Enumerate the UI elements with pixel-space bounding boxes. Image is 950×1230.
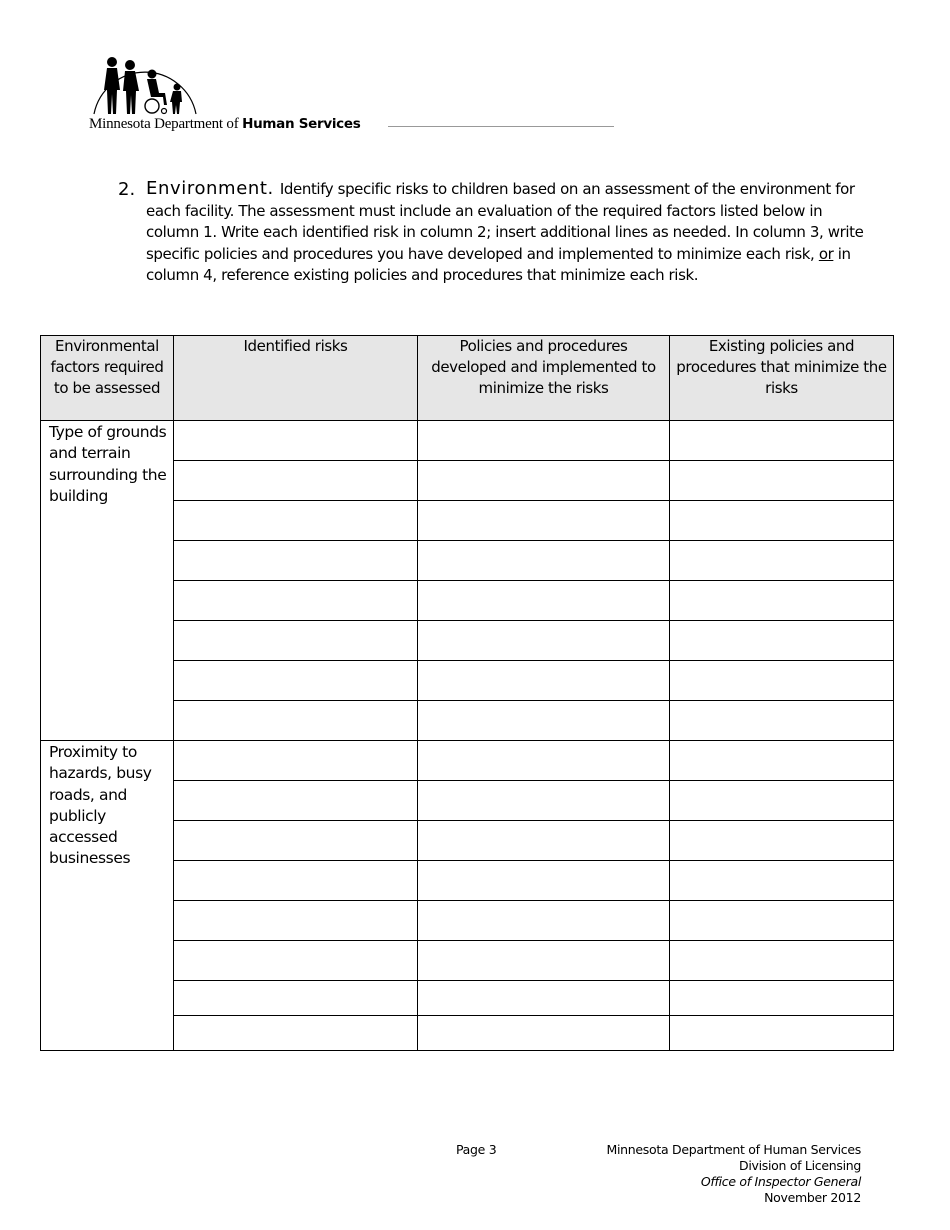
developed-policy-cell[interactable] — [418, 1016, 670, 1051]
table-header-row — [41, 336, 894, 421]
header-policies-developed: Policies and procedures developed and implemented to minimize the risks — [418, 336, 670, 421]
footer-org-line1: Minnesota Department of Human Services — [606, 1142, 861, 1157]
risk-cell[interactable] — [174, 581, 418, 621]
dhs-logo — [88, 52, 618, 138]
factor-grounds-terrain: Type of grounds and terrain surrounding the building — [41, 421, 174, 741]
developed-policy-cell[interactable] — [418, 901, 670, 941]
developed-policy-cell[interactable] — [418, 981, 670, 1016]
risk-cell[interactable] — [174, 661, 418, 701]
instructions-text-1: Identify specific risks to children based on an assessment of the environment for each facility. The assessment must include an evaluation of the required factors listed below in column 1. Write each identified risk in column 2; insert additional lines as needed. In column 3, write specific policies and procedures you have developed and implemented to minimize each risk, — [146, 180, 864, 263]
developed-policy-cell[interactable] — [418, 541, 670, 581]
environment-risk-table — [40, 335, 894, 1051]
developed-policy-cell[interactable] — [418, 861, 670, 901]
risk-cell[interactable] — [174, 901, 418, 941]
existing-policy-cell[interactable] — [670, 861, 894, 901]
existing-policy-cell[interactable] — [670, 621, 894, 661]
developed-policy-cell[interactable] — [418, 741, 670, 781]
risk-cell[interactable] — [174, 621, 418, 661]
footer-org-line2: Division of Licensing — [739, 1158, 861, 1173]
developed-policy-cell[interactable] — [418, 621, 670, 661]
risk-cell[interactable] — [174, 741, 418, 781]
risk-cell[interactable] — [174, 461, 418, 501]
header-rule — [388, 126, 614, 127]
footer-org-line3: Office of Inspector General — [700, 1174, 861, 1189]
existing-policy-cell[interactable] — [670, 661, 894, 701]
existing-policy-cell[interactable] — [670, 901, 894, 941]
risk-cell[interactable] — [174, 781, 418, 821]
section-heading: Environment. — [146, 178, 274, 199]
existing-policy-cell[interactable] — [670, 461, 894, 501]
existing-policy-cell[interactable] — [670, 421, 894, 461]
table-row — [41, 421, 894, 461]
developed-policy-cell[interactable] — [418, 421, 670, 461]
footer-organization — [607, 1142, 862, 1206]
existing-policy-cell[interactable] — [670, 821, 894, 861]
developed-policy-cell[interactable] — [418, 821, 670, 861]
header-identified-risks: Identified risks — [174, 336, 418, 421]
existing-policy-cell[interactable] — [670, 1016, 894, 1051]
risk-cell[interactable] — [174, 861, 418, 901]
risk-cell[interactable] — [174, 821, 418, 861]
family-silhouette-icon — [88, 52, 208, 116]
developed-policy-cell[interactable] — [418, 461, 670, 501]
instructions-text-2: in column 4, reference existing policies and procedures that minimize each risk. — [146, 244, 851, 284]
page-number: Page 3 — [456, 1142, 497, 1157]
risk-cell[interactable] — [174, 1016, 418, 1051]
existing-policy-cell[interactable] — [670, 781, 894, 821]
existing-policy-cell[interactable] — [670, 741, 894, 781]
section-number: 2. — [118, 179, 136, 200]
developed-policy-cell[interactable] — [418, 501, 670, 541]
header-environmental-factors: Environmental factors required to be assessed — [41, 336, 174, 421]
instructions-body — [146, 178, 878, 287]
existing-policy-cell[interactable] — [670, 581, 894, 621]
factor-proximity-hazards: Proximity to hazards, busy roads, and publicly accessed businesses — [41, 741, 174, 1051]
risk-cell[interactable] — [174, 981, 418, 1016]
developed-policy-cell[interactable] — [418, 581, 670, 621]
existing-policy-cell[interactable] — [670, 701, 894, 741]
logo-wordmark: Minnesota Department of Human Services — [89, 116, 361, 132]
footer-date: November 2012 — [764, 1190, 861, 1205]
developed-policy-cell[interactable] — [418, 781, 670, 821]
developed-policy-cell[interactable] — [418, 941, 670, 981]
developed-policy-cell[interactable] — [418, 661, 670, 701]
section-instructions — [118, 178, 878, 287]
table-row — [41, 741, 894, 781]
risk-cell[interactable] — [174, 541, 418, 581]
existing-policy-cell[interactable] — [670, 541, 894, 581]
risk-cell[interactable] — [174, 501, 418, 541]
existing-policy-cell[interactable] — [670, 981, 894, 1016]
risk-cell[interactable] — [174, 421, 418, 461]
existing-policy-cell[interactable] — [670, 941, 894, 981]
risk-cell[interactable] — [174, 941, 418, 981]
risk-cell[interactable] — [174, 701, 418, 741]
instructions-or: or — [818, 244, 834, 263]
developed-policy-cell[interactable] — [418, 701, 670, 741]
header-existing-policies: Existing policies and procedures that minimize the risks — [670, 336, 894, 421]
existing-policy-cell[interactable] — [670, 501, 894, 541]
